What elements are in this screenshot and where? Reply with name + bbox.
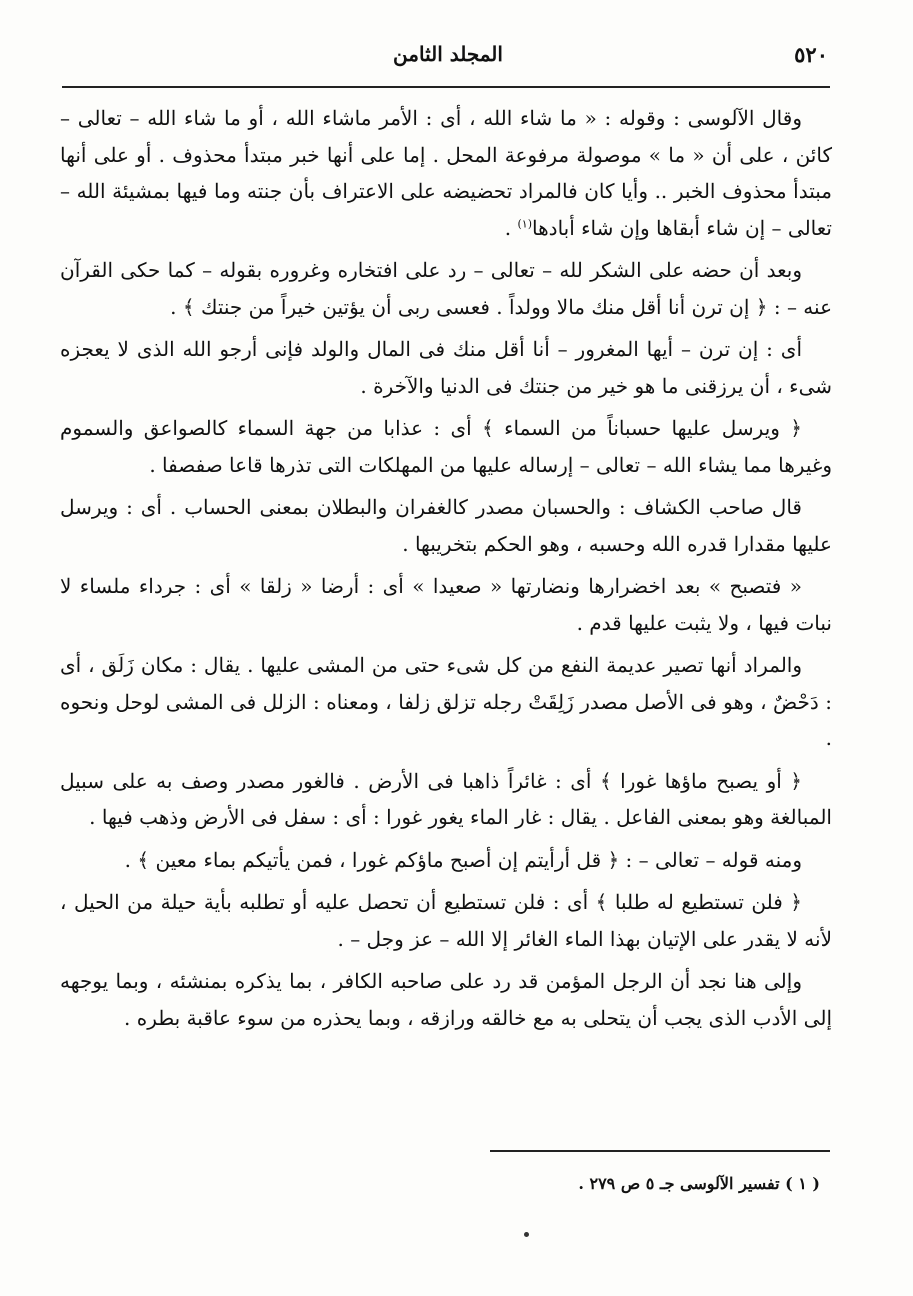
paragraph-9: ومنه قوله – تعالى – : ﴿ قل أرأيتم إن أصبح ماؤكم غورا ، فمن يأتيكم بماء معين ﴾ . <box>124 847 802 872</box>
footnote: ( ١ ) تفسير الآلوسى جـ ٥ ص ٢٧٩ . <box>578 1174 820 1193</box>
footnote-marker: (١) <box>517 216 533 230</box>
paragraph-11: وإلى هنا نجد أن الرجل المؤمن قد رد على صاحبه الكافر ، بما يذكره بمنشئه ، وبما يوجهه إلى الأدب الذى يجب أن يتحلى به مع خالقه ورازقه ، وبما يحذره من سوء عاقبة بطره . <box>60 969 832 1030</box>
running-title: المجلد الثامن <box>393 42 503 66</box>
footnote-divider <box>490 1150 830 1152</box>
paragraph-1-text: وقال الآلوسى : وقوله : « ما شاء الله ، أى : الأمر ماشاء الله ، أو ما شاء الله – تعالى – كائن ، على أن « ما » موصولة مرفوعة المحل . إما على أنها خبر مبتدأ محذوف . أو على أنها مبتدأ محذوف الخبر .. وأيا كان فالمراد تحضيضه على الاعتراف بأن جنته وما فيها بمشيئة الله – تعالى – إن شاء أبقاها وإن شاء أبادها <box>60 106 832 240</box>
paragraph-6: « فتصبح » بعد اخضرارها ونضارتها « صعيدا » أى : أرضا « زلقا » أى : جرداء ملساء لا نبات فيها ، ولا يثبت عليها قدم . <box>60 574 832 635</box>
main-text <box>60 100 832 1042</box>
paragraph-1 <box>60 100 832 246</box>
ink-dot <box>524 1232 529 1237</box>
page-header <box>68 42 828 80</box>
paragraph-8: ﴿ أو يصبح ماؤها غورا ﴾ أى : غائراً ذاهبا فى الأرض . فالغور مصدر وصف به على سبيل المبالغة وهو بمعنى الفاعل . يقال : غار الماء يغور غورا : أى : سفل فى الأرض وذهب فيها . <box>60 768 832 829</box>
paragraph-4: ﴿ ويرسل عليها حسباناً من السماء ﴾ أى : عذابا من جهة السماء كالصواعق والسموم وغيرها مما يشاء الله – تعالى – إرساله عليها من المهلكات التى تذرها قاعا صفصفا . <box>60 416 832 477</box>
paragraph-3: أى : إن ترن – أيها المغرور – أنا أقل منك فى المال والولد فإنى أرجو الله الذى لا يعجزه شىء ، أن يرزقنى ما هو خير من جنتك فى الدنيا والآخرة . <box>60 337 832 398</box>
page-number: ٥٢٠ <box>794 42 828 67</box>
paragraph-10: ﴿ فلن تستطيع له طلبا ﴾ أى : فلن تستطيع أن تحصل عليه أو تطلبه بأية حيلة من الحيل ، لأنه لا يقدر على الإتيان بهذا الماء الغائر إلا الله – عز وجل – . <box>60 890 832 951</box>
paragraph-1-end: . <box>504 215 518 240</box>
header-divider <box>62 86 830 88</box>
paragraph-2: وبعد أن حضه على الشكر لله – تعالى – رد على افتخاره وغروره بقوله – كما حكى القرآن عنه – : ﴿ إن ترن أنا أقل منك مالا وولداً . فعسى ربى أن يؤتين خيراً من جنتك ﴾ . <box>60 258 832 319</box>
paragraph-5: قال صاحب الكشاف : والحسبان مصدر كالغفران والبطلان بمعنى الحساب . أى : ويرسل عليها مقدارا قدره الله وحسبه ، وهو الحكم بتخريبها . <box>60 495 832 556</box>
paragraph-7: والمراد أنها تصير عديمة النفع من كل شىء حتى من المشى عليها . يقال : مكان زَلَق ، أى : دَحْضٌ ، وهو فى الأصل مصدر زَلِقَتْ رجله تزلق زلفا ، ومعناه : الزلل فى المشى لوحل ونحوه . <box>60 653 832 750</box>
